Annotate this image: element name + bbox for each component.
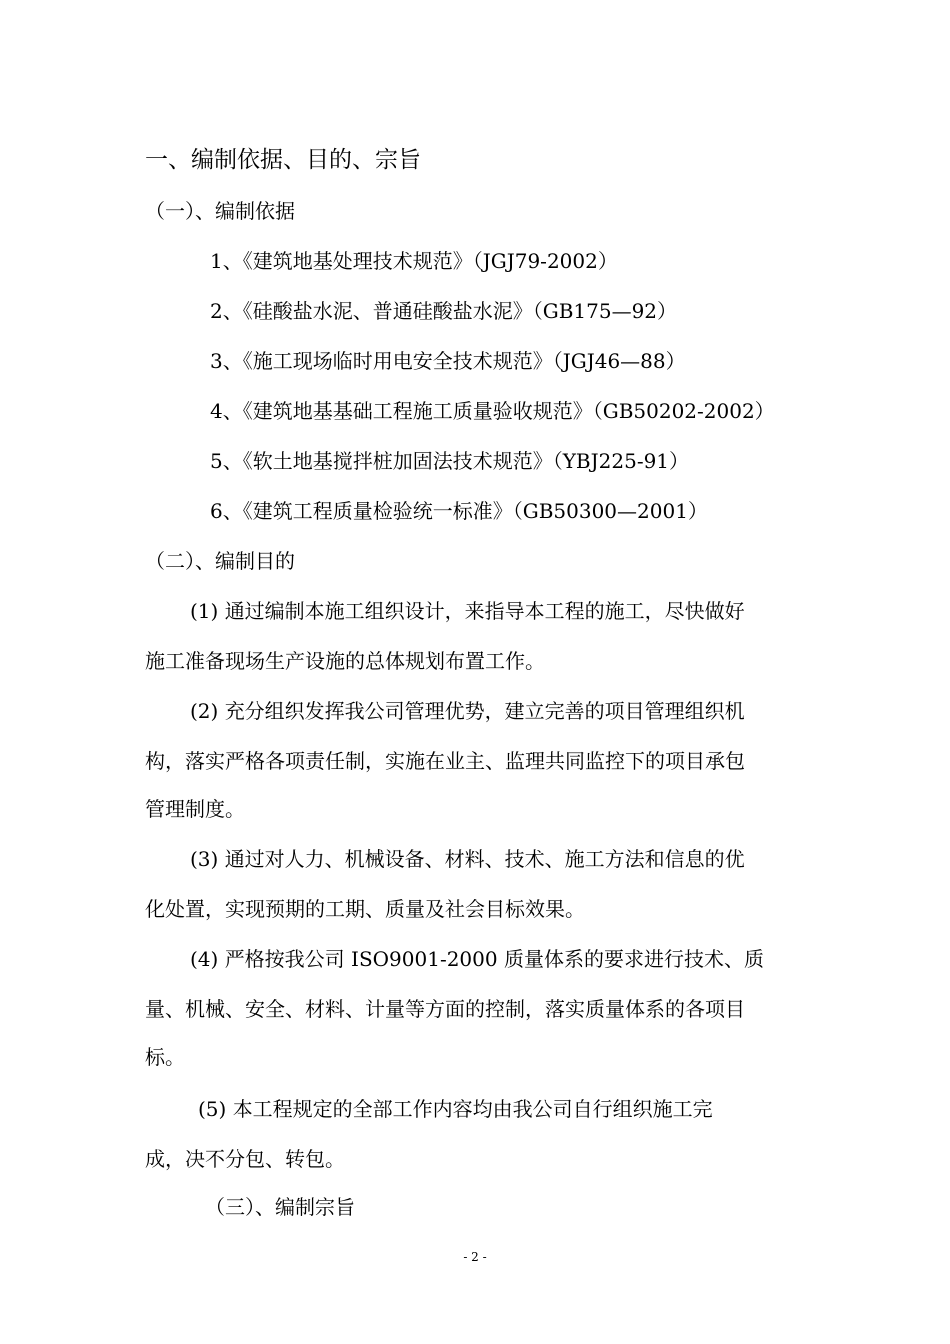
purpose-line: (3) 通过对人力、机械设备、材料、技术、施工方法和信息的优 — [190, 847, 745, 871]
basis-item: 3、《施工现场临时用电安全技术规范》（JGJ46—88） — [210, 349, 686, 373]
purpose-line: 构，落实严格各项责任制，实施在业主、监理共同监控下的项目承包 — [145, 749, 745, 773]
purpose-line: 成，决不分包、转包。 — [145, 1147, 345, 1171]
purpose-line: (5) 本工程规定的全部工作内容均由我公司自行组织施工完 — [198, 1097, 713, 1121]
basis-item: 6、《建筑工程质量检验统一标准》（GB50300—2001） — [210, 499, 708, 523]
basis-item: 1、《建筑地基处理技术规范》（JGJ79-2002） — [210, 249, 618, 273]
purpose-line: 化处置，实现预期的工期、质量及社会目标效果。 — [145, 897, 585, 921]
purpose-line: (1) 通过编制本施工组织设计，来指导本工程的施工，尽快做好 — [190, 599, 745, 623]
section-title-basis: （一）、编制依据 — [145, 199, 295, 223]
purpose-line: (4) 严格按我公司 ISO9001-2000 质量体系的要求进行技术、质 — [190, 947, 764, 971]
purpose-line: (2) 充分组织发挥我公司管理优势，建立完善的项目管理组织机 — [190, 699, 745, 723]
purpose-line: 管理制度。 — [145, 797, 245, 821]
heading: 一、编制依据、目的、宗旨 — [145, 147, 421, 173]
purpose-line: 量、机械、安全、材料、计量等方面的控制，落实质量体系的各项目 — [145, 997, 745, 1021]
basis-item: 4、《建筑地基基础工程施工质量验收规范》（GB50202-2002） — [210, 399, 775, 423]
page-number: - 2 - — [463, 1250, 487, 1264]
basis-item: 5、《软土地基搅拌桩加固法技术规范》（YBJ225-91） — [210, 449, 690, 473]
basis-item: 2、《硅酸盐水泥、普通硅酸盐水泥》（GB175—92） — [210, 299, 678, 323]
section-title-tenet: （三）、编制宗旨 — [205, 1195, 355, 1219]
purpose-line: 施工准备现场生产设施的总体规划布置工作。 — [145, 649, 545, 673]
section-title-purpose: （二）、编制目的 — [145, 549, 295, 573]
purpose-line: 标。 — [145, 1045, 185, 1069]
